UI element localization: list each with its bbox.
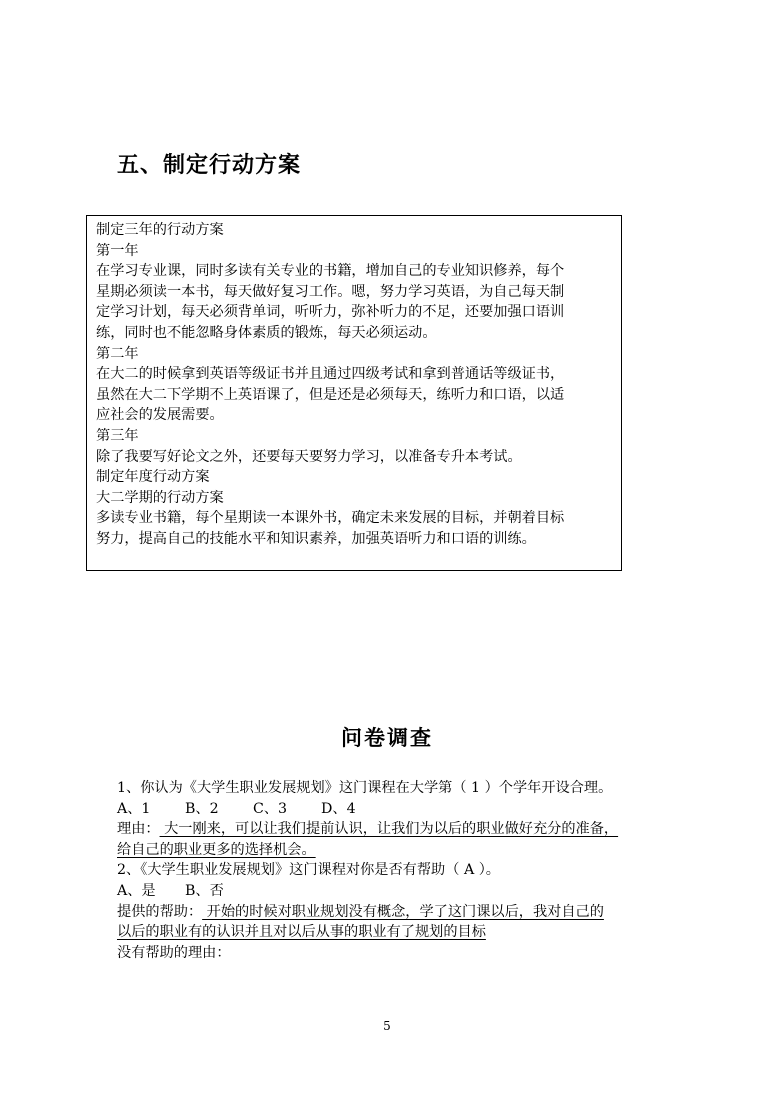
- question-2-help-cont: [117, 922, 677, 943]
- option-a: A、1: [117, 800, 151, 817]
- plan-line: 制定三年的行动方案: [96, 222, 224, 238]
- plan-line: 大二学期的行动方案: [96, 489, 224, 506]
- survey-body: [117, 778, 677, 963]
- question-1: 1、你认为《大学生职业发展规划》这门课程在大学第（ 1 ）个学年开设合理。: [117, 780, 613, 796]
- help-label: 提供的帮助：: [117, 903, 203, 920]
- question-2-help: [117, 902, 677, 923]
- section-title: 五、制定行动方案: [117, 152, 302, 178]
- plan-line: 多读专业书籍，每个星期读一本课外书，确定未来发展的目标，并朝着目标: [96, 510, 565, 527]
- plan-line: 在大二的时候拿到英语等级证书并且通过四级考试和拿到普通话等级证书，: [96, 366, 565, 383]
- reason-answer-line-1: 大一刚来，可以让我们提前认识，让我们为以后的职业做好充分的准备，: [159, 821, 619, 838]
- question-1-options: [117, 799, 677, 820]
- plan-line: 第二年: [96, 345, 139, 362]
- help-answer-line-1: 开始的时候对职业规划没有概念，学了这门课以后，我对自己的: [202, 903, 604, 920]
- plan-line: 定学习计划，每天必须背单词，听听力，弥补听力的不足，还要加强口语训: [96, 304, 565, 321]
- reason-answer-line-2: 给自己的职业更多的选择机会。: [117, 841, 316, 858]
- action-plan-box: [86, 215, 622, 571]
- page-number: 5: [383, 1019, 391, 1033]
- question-2-options: [117, 881, 677, 902]
- help-answer-line-2: 以后的职业有的认识并且对以后从事的职业有了规划的目标: [117, 924, 486, 941]
- question-1-reason-cont: [117, 840, 677, 861]
- no-help-reason-label: 没有帮助的理由：: [117, 944, 231, 961]
- option-c: C、3: [253, 800, 288, 817]
- plan-line: 星期必须读一本书，每天做好复习工作。嗯，努力学习英语，为自己每天制: [96, 283, 565, 300]
- plan-line: 应社会的发展需要。: [96, 407, 224, 424]
- plan-line: 虽然在大二下学期不上英语课了，但是还是必须每天，练听力和口语，以适: [96, 386, 565, 403]
- option-d: D、4: [321, 800, 356, 817]
- option-yes: A、是: [117, 882, 156, 899]
- plan-line: 在学习专业课，同时多读有关专业的书籍，增加自己的专业知识修养，每个: [96, 263, 565, 280]
- question-2: 2、《大学生职业发展规划》这门课程对你是否有帮助（ A ）。: [117, 862, 500, 879]
- plan-line: 努力，提高自己的技能水平和知识素养，加强英语听力和口语的训练。: [96, 530, 536, 547]
- option-no: B、否: [185, 882, 224, 899]
- reason-label: 理由：: [117, 821, 160, 838]
- plan-line: 制定年度行动方案: [96, 469, 210, 486]
- plan-line: 除了我要写好论文之外，还要每天要努力学习，以准备专升本考试。: [96, 448, 522, 465]
- survey-title: 问卷调查: [341, 725, 433, 750]
- plan-line: 第三年: [96, 427, 139, 444]
- plan-line: 第一年: [96, 242, 139, 259]
- plan-line: 练，同时也不能忽略身体素质的锻炼，每天必须运动。: [96, 324, 437, 341]
- question-1-reason: [117, 819, 677, 840]
- option-b: B、2: [185, 800, 219, 817]
